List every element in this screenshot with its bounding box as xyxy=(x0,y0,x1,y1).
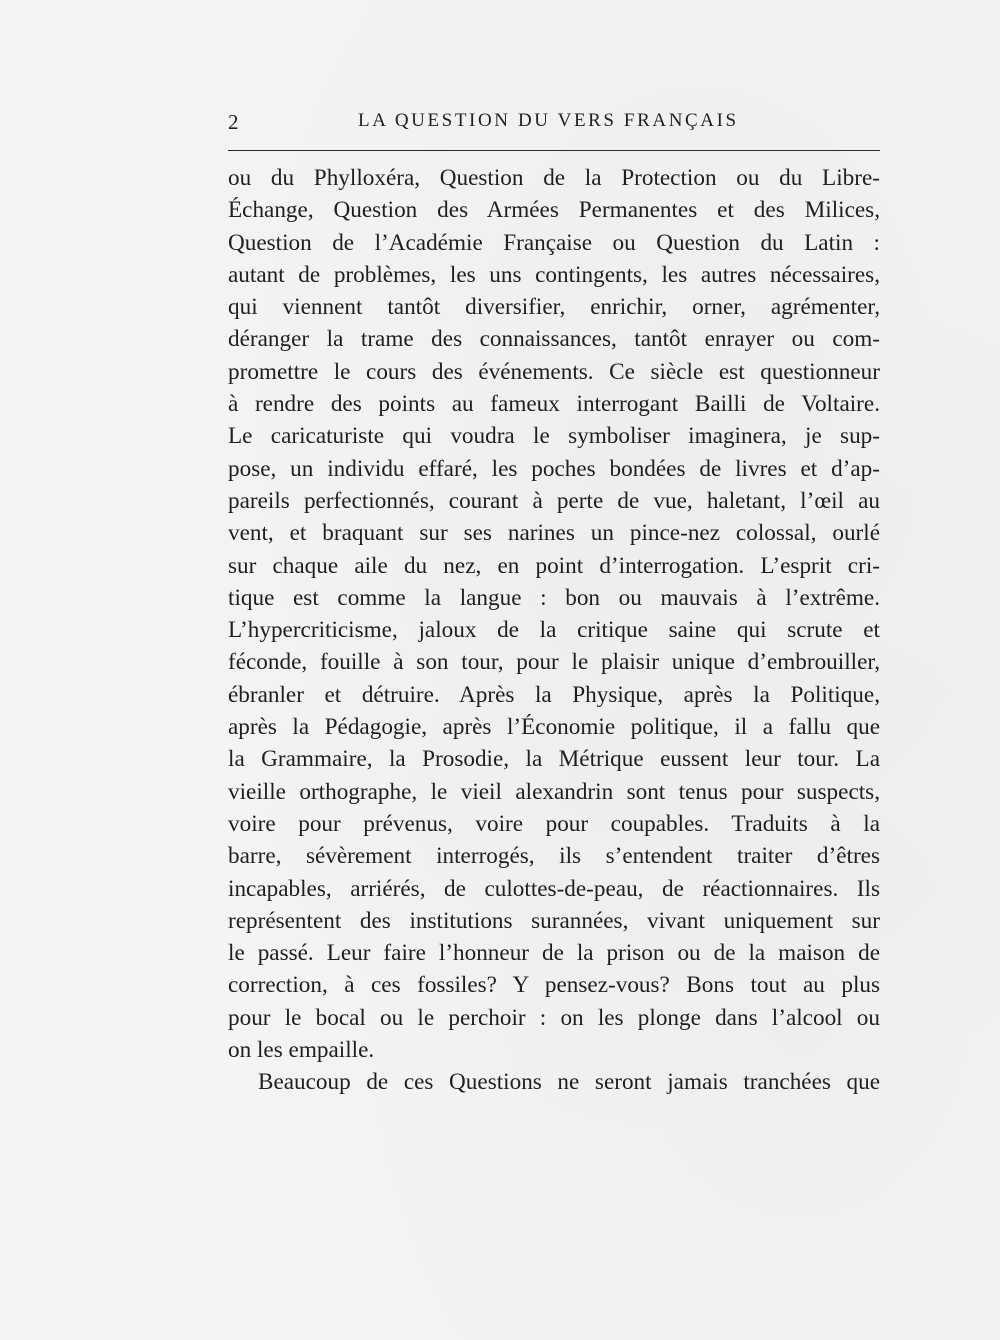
text-line: pose, un individu effaré, les poches bondées de livres et d’ap- xyxy=(228,455,880,482)
text-line: Question de l’Académie Française ou Question du Latin : xyxy=(228,229,880,256)
text-line: Échange, Question des Armées Permanentes et des Milices, xyxy=(228,197,880,224)
text-line: déranger la trame des connaissances, tantôt enrayer ou com- xyxy=(228,326,880,353)
body-text xyxy=(228,162,880,1099)
paragraph-start-line: Beaucoup de ces Questions ne seront jamais tranchées que xyxy=(258,1069,880,1096)
text-line: après la Pédagogie, après l’Économie politique, il a fallu que xyxy=(228,714,880,741)
text-line: sur chaque aile du nez, en point d’interrogation. L’esprit cri- xyxy=(228,552,880,579)
text-line: pareils perfectionnés, courant à perte de vue, haletant, l’œil au xyxy=(228,487,880,514)
text-line: représentent des institutions surannées, vivant uniquement sur xyxy=(228,907,880,934)
text-line: féconde, fouille à son tour, pour le plaisir unique d’embrouiller, xyxy=(228,649,880,676)
text-line: qui viennent tantôt diversifier, enrichir, orner, agrémenter, xyxy=(228,294,880,321)
text-line: correction, à ces fossiles? Y pensez-vous? Bons tout au plus xyxy=(228,972,880,999)
text-line: ou du Phylloxéra, Question de la Protection ou du Libre- xyxy=(228,165,880,191)
text-line: la Grammaire, la Prosodie, la Métrique eussent leur tour. La xyxy=(228,746,880,773)
page-number: 2 xyxy=(228,110,239,134)
text-line: autant de problèmes, les uns contingents, les autres nécessaires, xyxy=(228,261,880,288)
text-line: tique est comme la langue : bon ou mauvais à l’extrême. xyxy=(228,584,880,611)
header-rule xyxy=(228,150,880,151)
text-line: L’hypercriticisme, jaloux de la critique saine qui scrute et xyxy=(228,617,880,644)
text-line: vent, et braquant sur ses narines un pince-nez colossal, ourlé xyxy=(228,520,880,547)
text-line: vieille orthographe, le vieil alexandrin sont tenus pour suspects, xyxy=(228,778,880,805)
paragraph-end-line: on les empaille. xyxy=(228,1037,375,1064)
text-line: ébranler et détruire. Après la Physique, après la Politique, xyxy=(228,681,880,708)
text-line: Le caricaturiste qui voudra le symboliser imaginera, je sup- xyxy=(228,423,880,450)
text-line: le passé. Leur faire l’honneur de la prison ou de la maison de xyxy=(228,940,880,967)
text-line: promettre le cours des événements. Ce siècle est questionneur xyxy=(228,358,880,385)
text-line: barre, sévèrement interrogés, ils s’entendent traiter d’êtres xyxy=(228,843,880,870)
text-line: à rendre des points au fameux interrogant Bailli de Voltaire. xyxy=(228,391,880,418)
running-head xyxy=(228,110,880,138)
text-line: pour le bocal ou le perchoir : on les plonge dans l’alcool ou xyxy=(228,1004,880,1031)
text-line: voire pour prévenus, voire pour coupables. Traduits à la xyxy=(228,810,880,837)
text-line: incapables, arriérés, de culottes-de-peau, de réactionnaires. Ils xyxy=(228,875,880,902)
running-title: LA QUESTION DU VERS FRANÇAIS xyxy=(358,110,739,131)
